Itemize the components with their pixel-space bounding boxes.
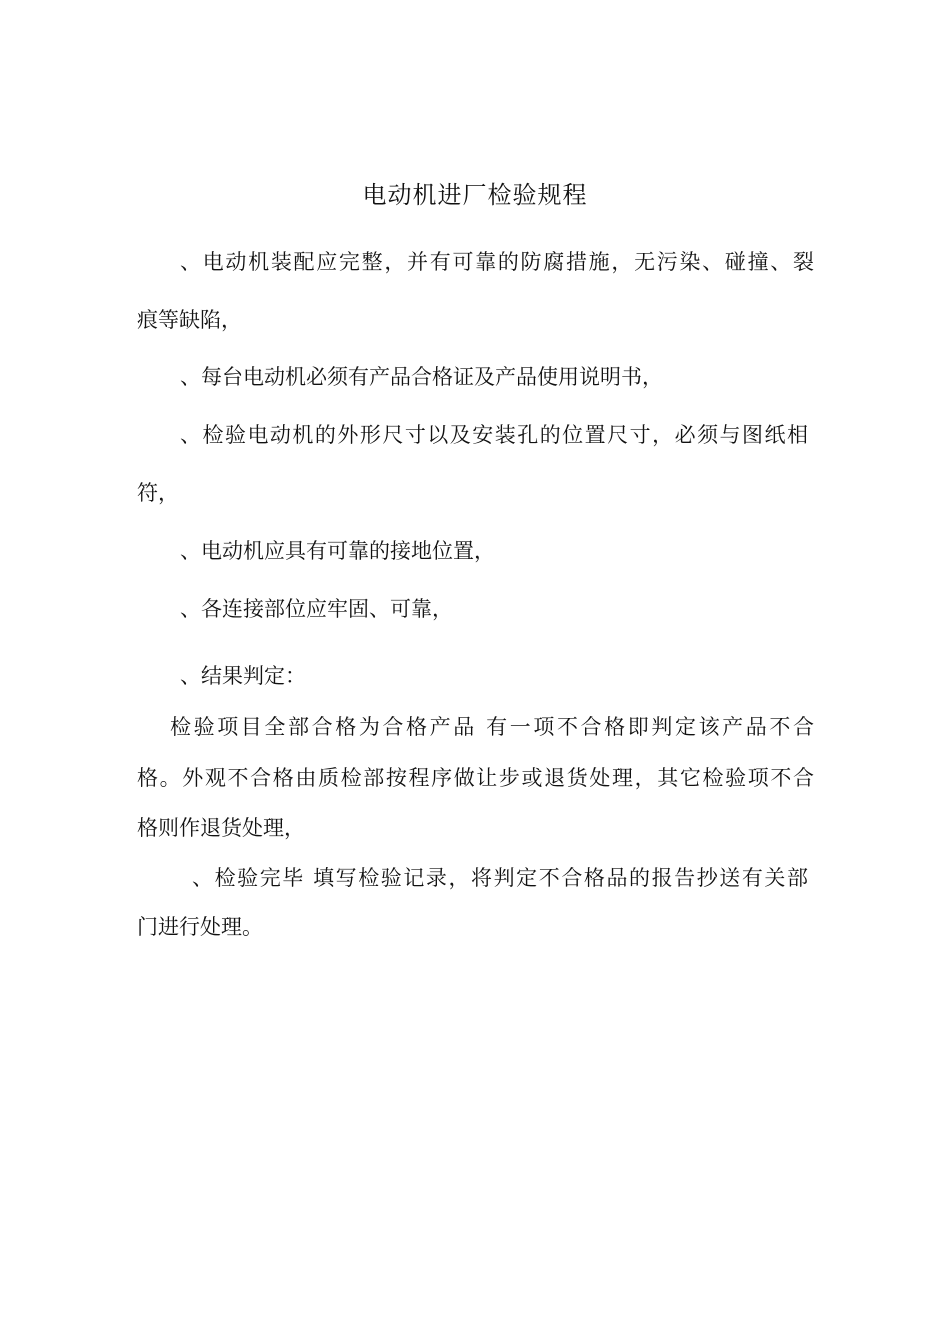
- paragraph-line: 符，: [137, 481, 179, 505]
- paragraph-line: 、检验完毕 填写检验记录，将判定不合格品的报告抄送有关部: [192, 866, 808, 890]
- paragraph-line: 、电动机应具有可靠的接地位置，: [180, 539, 495, 563]
- paragraph-line: 格则作退货处理，: [137, 816, 305, 840]
- paragraph-line: 、各连接部位应牢固、可靠，: [180, 597, 453, 621]
- paragraph-line: 痕等缺陷，: [137, 308, 242, 332]
- paragraph-line: 、结果判定：: [180, 664, 306, 688]
- paragraph-line: 、电动机装配应完整，并有可靠的防腐措施，无污染、碰撞、裂: [180, 250, 814, 274]
- paragraph-line: 检验项目全部合格为合格产品 有一项不合格即判定该产品不合: [170, 715, 814, 739]
- paragraph-line: 、每台电动机必须有产品合格证及产品使用说明书，: [180, 365, 663, 389]
- document-title: 电动机进厂检验规程: [362, 181, 588, 209]
- paragraph-line: 、检验电动机的外形尺寸以及安装孔的位置尺寸，必须与图纸相: [180, 423, 808, 447]
- paragraph-line: 门进行处理。: [137, 915, 263, 939]
- paragraph-line: 格。外观不合格由质检部按程序做让步或退货处理，其它检验项不合: [137, 766, 814, 790]
